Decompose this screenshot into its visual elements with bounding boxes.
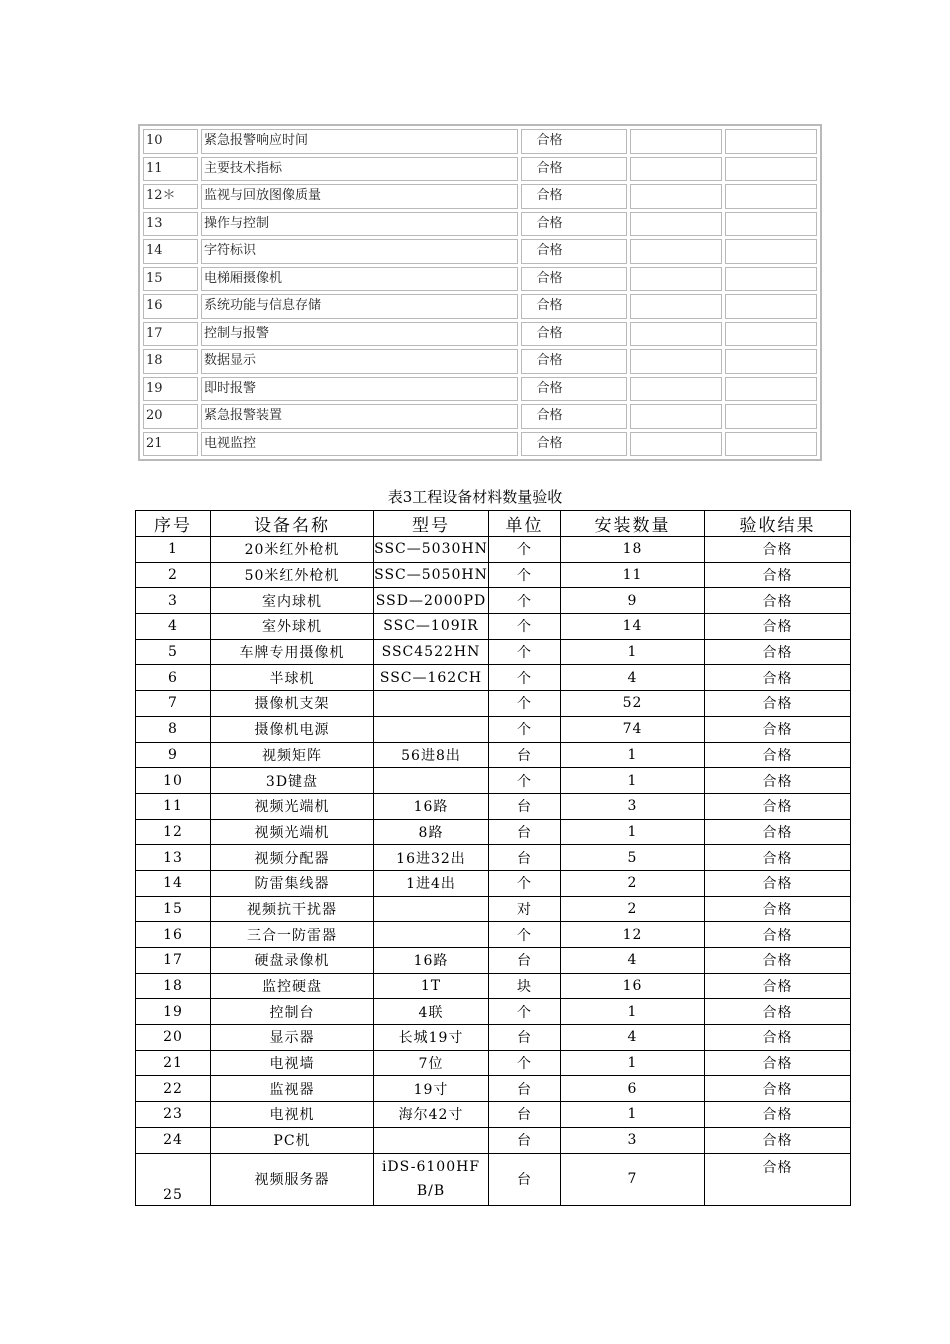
cell-unit: 个	[489, 562, 561, 588]
cell-device-name: 防雷集线器	[211, 870, 374, 896]
header-device-name: 设备名称	[211, 511, 374, 537]
table-row	[136, 665, 851, 691]
cell-model-line1: iDS-6100HF	[381, 1159, 481, 1175]
cell-device-name: 视频分配器	[211, 845, 374, 871]
cell-model: 4联	[374, 999, 489, 1025]
cell-item-result: 合格	[521, 129, 626, 154]
cell-model: 19寸	[374, 1076, 489, 1102]
cell-seq: 19	[136, 999, 211, 1025]
table-row	[136, 742, 851, 768]
cell-device-name: 20米红外枪机	[211, 537, 374, 563]
cell-seq: 12	[136, 819, 211, 845]
header-quantity: 安装数量	[561, 511, 705, 537]
cell-item-name: 紧急报警装置	[201, 404, 518, 429]
cell-quantity: 9	[561, 588, 705, 614]
cell-empty	[630, 157, 722, 182]
cell-item-result: 合格	[521, 377, 626, 402]
cell-empty	[725, 349, 817, 374]
cell-model	[374, 768, 489, 794]
cell-unit: 个	[489, 537, 561, 563]
cell-seq: 25	[136, 1153, 211, 1205]
cell-item-name: 电梯厢摄像机	[201, 267, 518, 292]
cell-result: 合格	[705, 896, 851, 922]
cell-seq: 16	[136, 922, 211, 948]
table-row	[136, 537, 851, 563]
cell-unit: 台	[489, 819, 561, 845]
cell-unit: 台	[489, 1102, 561, 1128]
cell-device-name: 三合一防雷器	[211, 922, 374, 948]
cell-model	[374, 922, 489, 948]
table-row	[136, 562, 851, 588]
table-row	[136, 793, 851, 819]
cell-item-no: 19	[143, 377, 198, 402]
cell-seq: 14	[136, 870, 211, 896]
cell-item-name: 数据显示	[201, 349, 518, 374]
cell-model-line2: B/B	[416, 1183, 446, 1199]
cell-seq: 3	[136, 588, 211, 614]
cell-result: 合格	[705, 999, 851, 1025]
cell-item-result: 合格	[521, 294, 626, 319]
cell-seq: 8	[136, 716, 211, 742]
table-row	[143, 294, 817, 319]
cell-seq: 4	[136, 614, 211, 640]
cell-model: SSC—5030HN	[374, 537, 489, 563]
cell-item-name: 紧急报警响应时间	[201, 129, 518, 154]
cell-result: 合格	[705, 948, 851, 974]
cell-seq: 20	[136, 1025, 211, 1051]
cell-device-name: 监控硬盘	[211, 973, 374, 999]
cell-result: 合格	[705, 639, 851, 665]
cell-item-result: 合格	[521, 432, 626, 457]
cell-model: 16路	[374, 793, 489, 819]
cell-quantity: 16	[561, 973, 705, 999]
table-row	[136, 614, 851, 640]
equipment-acceptance-table	[135, 510, 851, 1206]
cell-unit: 个	[489, 691, 561, 717]
cell-item-name: 系统功能与信息存储	[201, 294, 518, 319]
cell-empty	[630, 129, 722, 154]
cell-quantity: 1	[561, 1102, 705, 1128]
cell-item-result: 合格	[521, 322, 626, 347]
cell-seq: 13	[136, 845, 211, 871]
cell-unit: 个	[489, 639, 561, 665]
cell-quantity: 1	[561, 768, 705, 794]
cell-item-no: 16	[143, 294, 198, 319]
cell-result: 合格	[705, 768, 851, 794]
cell-model: 7位	[374, 1050, 489, 1076]
cell-unit: 个	[489, 768, 561, 794]
table-row	[143, 432, 817, 457]
cell-model	[374, 716, 489, 742]
cell-model: 海尔42寸	[374, 1102, 489, 1128]
cell-empty	[725, 239, 817, 264]
table-row	[143, 322, 817, 347]
cell-result: 合格	[705, 870, 851, 896]
cell-device-name: 电视机	[211, 1102, 374, 1128]
cell-result: 合格	[705, 716, 851, 742]
cell-quantity: 6	[561, 1076, 705, 1102]
cell-result: 合格	[705, 845, 851, 871]
cell-empty	[630, 404, 722, 429]
cell-result: 合格	[705, 793, 851, 819]
table-row	[136, 691, 851, 717]
cell-device-name: PC机	[211, 1127, 374, 1153]
table-row	[136, 870, 851, 896]
table-row	[136, 948, 851, 974]
cell-quantity: 4	[561, 948, 705, 974]
table-row	[136, 845, 851, 871]
cell-empty	[630, 239, 722, 264]
cell-model: 16进32出	[374, 845, 489, 871]
cell-unit: 台	[489, 845, 561, 871]
cell-empty	[725, 432, 817, 457]
cell-model: SSC—109IR	[374, 614, 489, 640]
table-row	[136, 639, 851, 665]
cell-device-name: 视频光端机	[211, 793, 374, 819]
cell-result: 合格	[705, 1153, 851, 1205]
cell-item-no: 13	[143, 212, 198, 237]
cell-result: 合格	[705, 562, 851, 588]
cell-item-no: 10	[143, 129, 198, 154]
cell-item-name: 电视监控	[201, 432, 518, 457]
cell-device-name: 室外球机	[211, 614, 374, 640]
cell-seq: 5	[136, 639, 211, 665]
cell-empty	[630, 377, 722, 402]
cell-item-no: 21	[143, 432, 198, 457]
cell-model: 1进4出	[374, 870, 489, 896]
cell-unit: 个	[489, 870, 561, 896]
cell-seq: 22	[136, 1076, 211, 1102]
table-row	[136, 588, 851, 614]
cell-item-result: 合格	[521, 404, 626, 429]
cell-unit: 个	[489, 614, 561, 640]
table-row	[136, 1153, 851, 1205]
cell-item-name: 操作与控制	[201, 212, 518, 237]
cell-quantity: 3	[561, 1127, 705, 1153]
cell-item-name: 字符标识	[201, 239, 518, 264]
cell-result: 合格	[705, 819, 851, 845]
table-row	[136, 1076, 851, 1102]
cell-empty	[725, 267, 817, 292]
cell-empty	[630, 184, 722, 209]
header-model: 型号	[374, 511, 489, 537]
cell-empty	[630, 294, 722, 319]
cell-device-name: 摄像机支架	[211, 691, 374, 717]
cell-quantity: 4	[561, 1025, 705, 1051]
cell-result: 合格	[705, 1102, 851, 1128]
cell-unit: 台	[489, 1076, 561, 1102]
cell-item-name: 主要技术指标	[201, 157, 518, 182]
cell-quantity: 74	[561, 716, 705, 742]
header-seq: 序号	[136, 511, 211, 537]
cell-empty	[725, 212, 817, 237]
cell-model: SSC—5050HN	[374, 562, 489, 588]
cell-item-result: 合格	[521, 239, 626, 264]
cell-unit: 个	[489, 1050, 561, 1076]
cell-item-result: 合格	[521, 184, 626, 209]
table-row	[136, 716, 851, 742]
acceptance-items-body	[143, 129, 817, 456]
table3-caption: 表3工程设备材料数量验收	[387, 488, 563, 506]
cell-item-result: 合格	[521, 349, 626, 374]
cell-seq: 2	[136, 562, 211, 588]
table-row	[136, 973, 851, 999]
cell-device-name: 3D键盘	[211, 768, 374, 794]
cell-unit: 台	[489, 1025, 561, 1051]
cell-result: 合格	[705, 691, 851, 717]
header-result: 验收结果	[705, 511, 851, 537]
acceptance-items-table	[138, 124, 822, 461]
cell-unit: 对	[489, 896, 561, 922]
cell-item-no: 17	[143, 322, 198, 347]
cell-item-no: 11	[143, 157, 198, 182]
cell-quantity: 1	[561, 819, 705, 845]
cell-unit: 台	[489, 1127, 561, 1153]
cell-result: 合格	[705, 1076, 851, 1102]
cell-seq: 1	[136, 537, 211, 563]
cell-item-no: 18	[143, 349, 198, 374]
cell-empty	[725, 404, 817, 429]
cell-model: 1T	[374, 973, 489, 999]
cell-device-name: 监视器	[211, 1076, 374, 1102]
cell-unit: 台	[489, 1153, 561, 1205]
cell-model: 8路	[374, 819, 489, 845]
cell-device-name: 50米红外枪机	[211, 562, 374, 588]
cell-seq: 6	[136, 665, 211, 691]
cell-seq: 15	[136, 896, 211, 922]
cell-result: 合格	[705, 1127, 851, 1153]
cell-model: 56进8出	[374, 742, 489, 768]
cell-result: 合格	[705, 537, 851, 563]
cell-model: 16路	[374, 948, 489, 974]
cell-result: 合格	[705, 1025, 851, 1051]
cell-device-name: 控制台	[211, 999, 374, 1025]
cell-seq: 9	[136, 742, 211, 768]
header-unit: 单位	[489, 511, 561, 537]
cell-result: 合格	[705, 588, 851, 614]
cell-quantity: 1	[561, 999, 705, 1025]
table-row	[143, 212, 817, 237]
table-row	[136, 1025, 851, 1051]
cell-unit: 个	[489, 588, 561, 614]
cell-empty	[725, 377, 817, 402]
cell-quantity: 1	[561, 1050, 705, 1076]
cell-item-name: 控制与报警	[201, 322, 518, 347]
cell-model	[374, 896, 489, 922]
cell-device-name: 视频光端机	[211, 819, 374, 845]
cell-seq: 11	[136, 793, 211, 819]
table-row	[143, 377, 817, 402]
cell-item-name: 即时报警	[201, 377, 518, 402]
cell-result: 合格	[705, 742, 851, 768]
table-row	[136, 1050, 851, 1076]
cell-seq: 10	[136, 768, 211, 794]
table-row	[143, 349, 817, 374]
cell-device-name: 车牌专用摄像机	[211, 639, 374, 665]
cell-quantity: 7	[561, 1153, 705, 1205]
cell-quantity: 1	[561, 639, 705, 665]
cell-seq: 21	[136, 1050, 211, 1076]
cell-model	[374, 1127, 489, 1153]
cell-quantity: 52	[561, 691, 705, 717]
cell-result: 合格	[705, 614, 851, 640]
cell-model	[374, 1153, 489, 1205]
cell-quantity: 1	[561, 742, 705, 768]
cell-quantity: 4	[561, 665, 705, 691]
cell-empty	[725, 294, 817, 319]
cell-empty	[630, 267, 722, 292]
table-row	[136, 1127, 851, 1153]
cell-item-result: 合格	[521, 212, 626, 237]
table-row	[136, 1102, 851, 1128]
cell-model: SSC—162CH	[374, 665, 489, 691]
cell-unit: 台	[489, 742, 561, 768]
cell-item-result: 合格	[521, 157, 626, 182]
cell-quantity: 14	[561, 614, 705, 640]
cell-result: 合格	[705, 1050, 851, 1076]
table-row	[143, 157, 817, 182]
cell-item-name: 监视与回放图像质量	[201, 184, 518, 209]
table-row	[143, 239, 817, 264]
cell-unit: 个	[489, 922, 561, 948]
cell-empty	[725, 129, 817, 154]
cell-device-name: 半球机	[211, 665, 374, 691]
cell-device-name: 室内球机	[211, 588, 374, 614]
cell-quantity: 18	[561, 537, 705, 563]
cell-model: SSC4522HN	[374, 639, 489, 665]
table3-header-row	[136, 511, 851, 537]
cell-quantity: 5	[561, 845, 705, 871]
cell-item-no: 14	[143, 239, 198, 264]
cell-device-name: 电视墙	[211, 1050, 374, 1076]
table-row	[136, 999, 851, 1025]
cell-unit: 个	[489, 716, 561, 742]
cell-result: 合格	[705, 922, 851, 948]
table-row	[136, 896, 851, 922]
cell-quantity: 12	[561, 922, 705, 948]
equipment-rows	[136, 537, 851, 1154]
cell-empty	[725, 157, 817, 182]
cell-quantity: 2	[561, 870, 705, 896]
cell-item-no: 15	[143, 267, 198, 292]
cell-quantity: 2	[561, 896, 705, 922]
cell-unit: 台	[489, 948, 561, 974]
cell-seq: 17	[136, 948, 211, 974]
cell-empty	[630, 349, 722, 374]
cell-empty	[725, 322, 817, 347]
cell-device-name: 视频服务器	[211, 1153, 374, 1205]
table-row	[143, 267, 817, 292]
cell-quantity: 3	[561, 793, 705, 819]
cell-device-name: 硬盘录像机	[211, 948, 374, 974]
cell-unit: 台	[489, 793, 561, 819]
table-row	[136, 819, 851, 845]
cell-item-no: 20	[143, 404, 198, 429]
cell-seq: 7	[136, 691, 211, 717]
table-row	[136, 922, 851, 948]
cell-model	[374, 691, 489, 717]
table-row	[143, 129, 817, 154]
table-row	[143, 184, 817, 209]
cell-model: SSD—2000PD	[374, 588, 489, 614]
cell-unit: 个	[489, 999, 561, 1025]
cell-item-no: 12＊	[143, 184, 198, 209]
cell-seq: 18	[136, 973, 211, 999]
cell-unit: 块	[489, 973, 561, 999]
cell-unit: 个	[489, 665, 561, 691]
cell-device-name: 视频矩阵	[211, 742, 374, 768]
cell-seq: 24	[136, 1127, 211, 1153]
cell-item-result: 合格	[521, 267, 626, 292]
cell-result: 合格	[705, 973, 851, 999]
cell-quantity: 11	[561, 562, 705, 588]
table-row	[136, 768, 851, 794]
cell-model: 长城19寸	[374, 1025, 489, 1051]
cell-device-name: 摄像机电源	[211, 716, 374, 742]
cell-device-name: 显示器	[211, 1025, 374, 1051]
cell-result: 合格	[705, 665, 851, 691]
cell-empty	[630, 432, 722, 457]
cell-empty	[725, 184, 817, 209]
cell-empty	[630, 212, 722, 237]
table-row	[143, 404, 817, 429]
cell-device-name: 视频抗干扰器	[211, 896, 374, 922]
cell-empty	[630, 322, 722, 347]
cell-seq: 23	[136, 1102, 211, 1128]
